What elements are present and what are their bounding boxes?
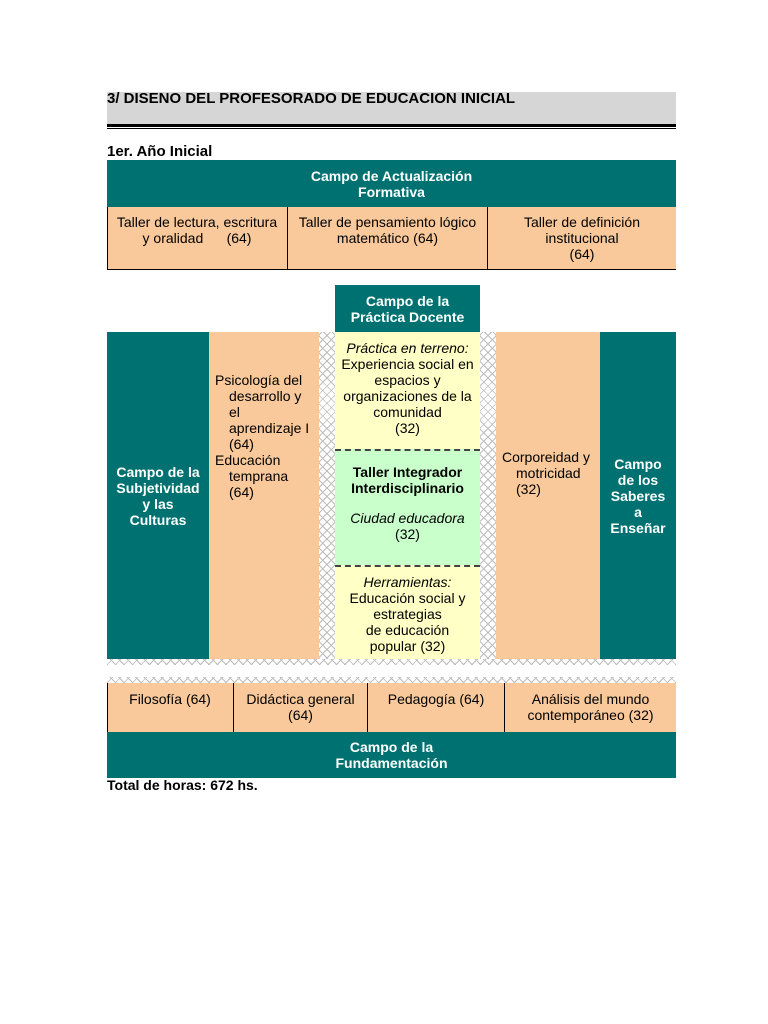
taller-definicion [488, 214, 676, 262]
corporeidad [496, 332, 600, 659]
subject-analisis-l2: contemporáneo (32) [527, 707, 654, 723]
ciudad-educadora: Ciudad educadora [350, 510, 465, 526]
herramientas-l4: popular (32) [369, 638, 446, 654]
subject-filosofia-l1: Filosofía (64) [129, 691, 211, 707]
subject-pedagogia-l1: Pedagogía (64) [387, 691, 485, 707]
taller-definicion-l1: Taller de definición [524, 214, 640, 230]
taller-definicion-l2: institucional [545, 230, 619, 246]
campo-saberes-l3: Saberes [610, 487, 666, 504]
practica-terreno [335, 332, 480, 450]
campo-saberes-l5: Enseñar [610, 519, 666, 536]
taller-integrador-l1: Taller Integrador [352, 464, 463, 480]
herramientas-l3: de educación [365, 622, 450, 638]
zigzag-left [319, 332, 335, 659]
campo-subjetividad-l1: Campo de la [116, 463, 200, 480]
taller-lectura-l1: Taller de lectura, escritura [116, 214, 278, 230]
zigzag-right [480, 332, 496, 659]
subject-didactica [234, 691, 367, 723]
subject-analisis [505, 691, 676, 723]
taller-integrador-l2: Interdisciplinario [351, 480, 464, 496]
campo-practica-header [335, 285, 480, 332]
campo-saberes-l4: a [634, 503, 642, 520]
terreno-l4: comunidad [373, 404, 442, 420]
psicologia-l5: (64) [229, 436, 254, 452]
educacion-l3: (64) [229, 484, 254, 500]
taller-pensamiento-l1: Taller de pensamiento lógico [298, 214, 477, 230]
psicologia-l2: desarrollo y [229, 388, 302, 404]
herramientas [335, 565, 480, 659]
zigzag-bottom [107, 659, 676, 665]
subject-pedagogia [368, 691, 504, 707]
heading-rule-thin [107, 128, 676, 129]
taller-pensamiento-l2: matemático (64) [336, 230, 439, 246]
subject-didactica-l2: (64) [288, 707, 313, 723]
taller-pensamiento [288, 214, 487, 246]
campo-subjetividad-l4: Culturas [129, 511, 187, 528]
psicologia-l4: aprendizaje I [229, 420, 310, 436]
subject-filosofia [107, 691, 233, 707]
campo-subjetividad-l2: Subjetividad [116, 479, 200, 496]
terreno-l5: (32) [395, 420, 420, 436]
campo-actualizacion-line1: Campo de Actualización [310, 167, 473, 184]
ciudad-hours: (32) [395, 526, 420, 542]
psicologia-l1: Psicología del [215, 372, 303, 388]
terreno-l1: Experiencia social en [341, 356, 474, 372]
terreno-label: Práctica en terreno: [346, 340, 469, 356]
subject-didactica-l1: Didáctica general [246, 691, 355, 707]
educacion-l1: Educación [215, 452, 281, 468]
campo-practica-line1: Campo de la [365, 292, 450, 309]
corporeidad-l1: Corporeidad y [502, 449, 590, 465]
campo-practica-line2: Práctica Docente [350, 308, 465, 325]
campo-saberes-l1: Campo [614, 455, 662, 472]
educacion-l2: temprana [229, 468, 289, 484]
total-hours: Total de horas: 672 hs. [107, 777, 258, 793]
subjetividad-subjects [209, 332, 319, 659]
terreno-l2: espacios y [374, 372, 441, 388]
campo-actualizacion-line2: Formativa [358, 183, 425, 200]
taller-definicion-l3: (64) [569, 246, 595, 262]
taller-integrador [335, 449, 480, 565]
terreno-l3: organizaciones de la [343, 388, 472, 404]
campo-saberes [600, 332, 676, 659]
campo-actualizacion-header [107, 160, 676, 207]
campo-fundamentacion-line2: Fundamentación [335, 755, 448, 771]
herramientas-l1: Educación social y [349, 590, 466, 606]
corporeidad-l2: motricidad [516, 465, 581, 481]
campo-fundamentacion-line1: Campo de la [349, 739, 434, 755]
heading-rule [107, 124, 676, 127]
page-title: 3/ DISENO DEL PROFESORADO DE EDUCACION INICIAL [107, 90, 516, 107]
herramientas-label: Herramientas: [363, 574, 452, 590]
year-title: 1er. Año Inicial [107, 143, 213, 160]
taller-lectura [107, 214, 287, 246]
campo-fundamentacion-header [107, 732, 676, 778]
subject-analisis-l1: Análisis del mundo [531, 691, 650, 707]
herramientas-l2: estrategias [373, 606, 442, 622]
corporeidad-l3: (32) [516, 481, 541, 497]
campo-saberes-l2: de los [617, 471, 659, 488]
taller-lectura-l2: y oralidad (64) [142, 230, 252, 246]
campo-subjetividad [107, 332, 209, 659]
psicologia-l3: el [229, 404, 240, 420]
campo-subjetividad-l3: y las [142, 495, 174, 512]
